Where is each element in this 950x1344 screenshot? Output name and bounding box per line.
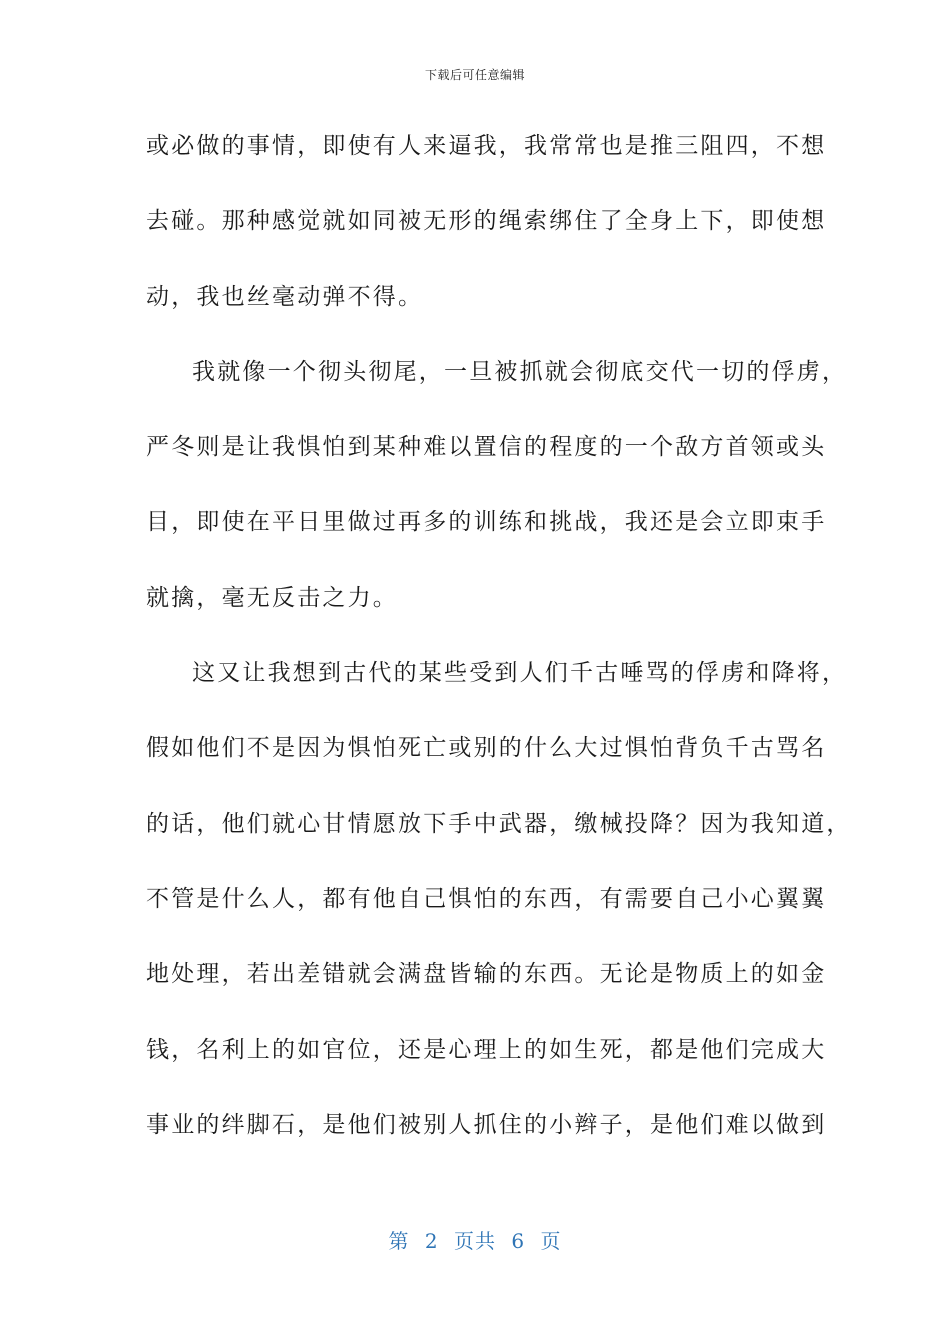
text-line: 事业的绊脚石，是他们被别人抓住的小辫子，是他们难以做到: [146, 1111, 827, 1138]
text-line: 目，即使在平日里做过再多的训练和挑战，我还是会立即束手: [146, 509, 827, 536]
page-header: 下载后可任意编辑: [424, 68, 525, 82]
footer-middle: 页共: [454, 1229, 496, 1253]
body-text: [146, 123, 852, 1177]
footer-prefix: 第: [388, 1229, 410, 1253]
text-line: 钱，名利上的如官位，还是心理上的如生死，都是他们完成大: [146, 1036, 827, 1063]
footer-suffix: 页: [540, 1229, 562, 1253]
text-line: 的话，他们就心甘情愿放下手中武器，缴械投降？因为我知道，: [146, 810, 852, 837]
text-line: 不管是什么人，都有他自己惧怕的东西，有需要自己小心翼翼: [146, 885, 827, 912]
footer-current-page: 2: [424, 1229, 439, 1253]
page-footer: [0, 1225, 950, 1254]
text-line: 这又让我想到古代的某些受到人们千古唾骂的俘虏和降将，: [192, 660, 848, 687]
text-line: 严冬则是让我惧怕到某种难以置信的程度的一个敌方首领或头: [146, 434, 827, 461]
text-line: 就擒，毫无反击之力。: [146, 584, 398, 611]
text-line: 假如他们不是因为惧怕死亡或别的什么大过惧怕背负千古骂名: [146, 735, 827, 762]
text-line: 我就像一个彻头彻尾，一旦被抓就会彻底交代一切的俘虏，: [192, 358, 848, 385]
text-line: 动，我也丝毫动弹不得。: [146, 283, 424, 310]
text-line: 地处理，若出差错就会满盘皆输的东西。无论是物质上的如金: [146, 961, 827, 988]
footer-total-pages: 6: [511, 1229, 526, 1253]
text-line: 或必做的事情，即使有人来逼我，我常常也是推三阻四，不想: [146, 133, 827, 159]
text-line: 去碰。那种感觉就如同被无形的绳索绑住了全身上下，即使想: [146, 208, 827, 235]
